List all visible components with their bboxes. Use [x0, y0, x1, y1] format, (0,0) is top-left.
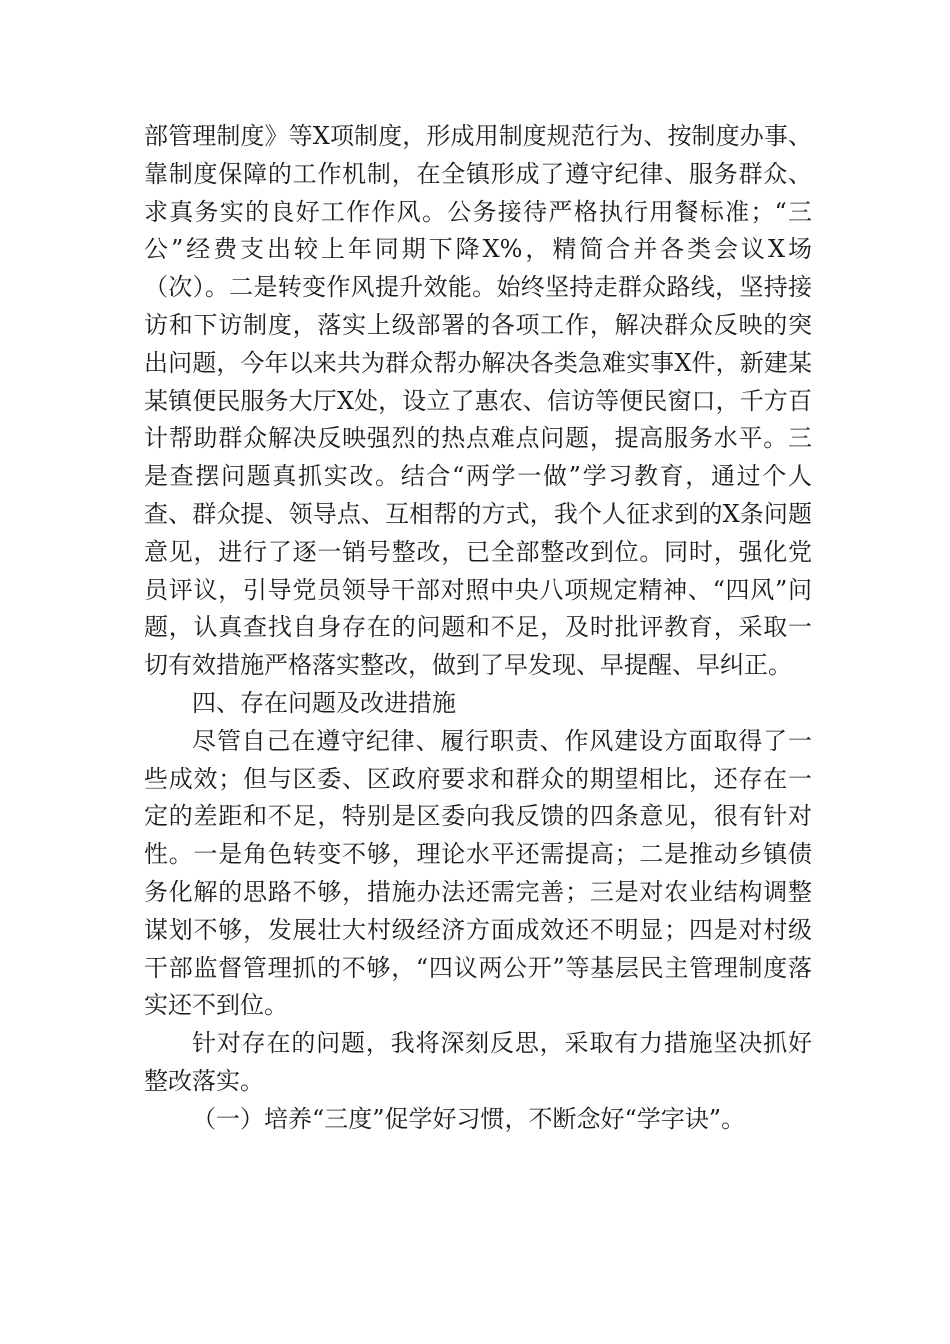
body-paragraph-continuation: 部管理制度》等X项制度，形成用制度规范行为、按制度办事、靠制度保障的工作机制，在全镇形成了遵守纪律、服务群众、求真务实的良好工作作风。公务接待严格执行用餐标准；“三公”经费支出较上年同期下降X%，精简合并各类会议X场（次）。二是转变作风提升效能。始终坚持走群众路线，坚持接访和下访制度，落实上级部署的各项工作，解决群众反映的突出问题，今年以来共为群众帮办解决各类急难实事X件，新建某某镇便民服务大厅X处，设立了惠农、信访等便民窗口，千方百计帮助群众解决反映强烈的热点难点问题，提高服务水平。三是查摆问题真抓实改。结合“两学一做”学习教育，通过个人查、群众提、领导点、互相帮的方式，我个人征求到的X条问题意见，进行了逐一销号整改，已全部整改到位。同时，强化党员评议，引导党员领导干部对照中央八项规定精神、“四风”问题，认真查找自身存在的问题和不足，及时批评教育，采取一切有效措施严格落实整改，做到了早发现、早提醒、早纠正。 [144, 122, 812, 680]
document-page [144, 118, 812, 1139]
body-paragraph-problems: 尽管自己在遵守纪律、履行职责、作风建设方面取得了一些成效；但与区委、区政府要求和群众的期望相比，还存在一定的差距和不足，特别是区委向我反馈的四条意见，很有针对性。一是角色转变不够，理论水平还需提高；二是推动乡镇债务化解的思路不够，措施办法还需完善；三是对农业结构调整谋划不够，发展壮大村级经济方面成效还不明显；四是对村级干部监督管理抓的不够，“四议两公开”等基层民主管理制度落实还不到位。 [144, 726, 812, 1020]
body-paragraph-measures-intro: 针对存在的问题，我将深刻反思，采取有力措施坚决抓好整改落实。 [144, 1029, 812, 1095]
subheading-measure-1: （一）培养“三度”促学好习惯，不断念好“学字诀”。 [192, 1104, 746, 1133]
section-heading: 四、存在问题及改进措施 [192, 688, 456, 717]
